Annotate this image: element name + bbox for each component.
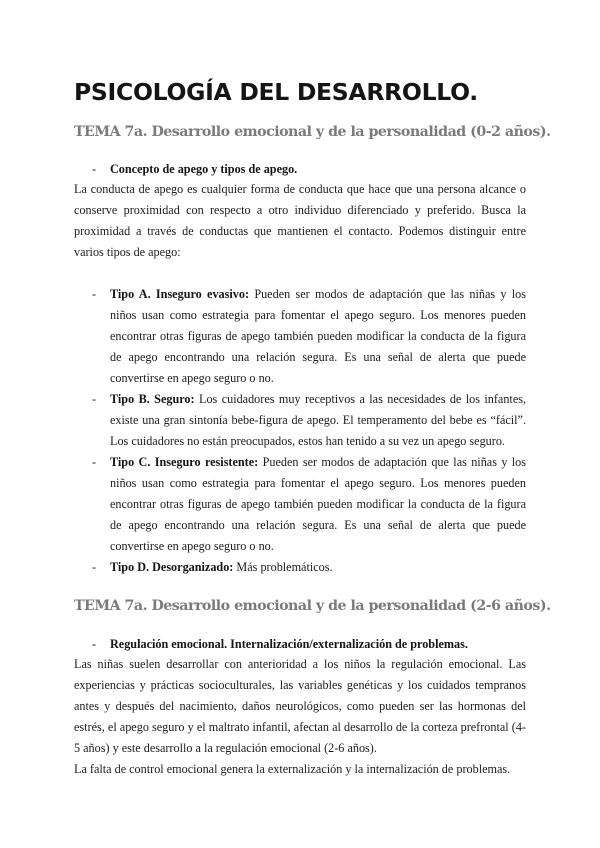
- bullet-dash: -: [92, 392, 97, 406]
- list-item: [92, 284, 526, 389]
- attachment-types-list: [92, 284, 526, 578]
- intro-paragraph: La conducta de apego es cualquier forma de conducta que hace que una persona alcance o conserve proximidad con respecto a otro individuo diferenciado y preferido. Busca la proximidad a través de conductas que mantienen el contacto. Podemos distinguir entre varios tipos de apego:: [74, 182, 526, 259]
- bullet-label: Tipo C. Inseguro resistente:: [110, 455, 259, 469]
- bullet-label: Tipo B. Seguro:: [110, 392, 195, 406]
- bullet-dash: -: [92, 560, 97, 574]
- bullet-text: Más problemáticos.: [236, 560, 333, 574]
- bullet-dash: -: [92, 637, 97, 651]
- list-item: [92, 389, 526, 452]
- list-item: [92, 557, 526, 578]
- regulation-paragraph: Las niñas suelen desarrollar con anterioridad a los niños la regulación emocional. Las experiencias y prácticas socioculturales, las variables genéticas y los cuidados tempranos antes y después del nacimiento, daños neurológicos, como pueden ser las hormonas del estrés, el apego seguro y el maltrato infantil, afectan al desarrollo de la corteza prefrontal (4-5 años) y este desarrollo a la regulación emocional (2-6 años).: [74, 657, 526, 755]
- bullet-text: Pueden ser modos de adaptación que las niñas y los niños usan como estrategia para fomentar el apego seguro. Los menores pueden encontrar otras figuras de apego también pueden modificar la conducta de la figura de apego encontrando una relación segura. Es una señal de alerta que puede convertirse en apego seguro o no.: [110, 455, 527, 553]
- closing-paragraph: La falta de control emocional genera la externalización y la internalización de problemas.: [74, 762, 511, 776]
- subheading-text: Concepto de apego y tipos de apego.: [110, 162, 298, 176]
- subheading-regulacion: [92, 637, 468, 652]
- bullet-label: Tipo A. Inseguro evasivo:: [110, 287, 250, 301]
- document-title: PSICOLOGÍA DEL DESARROLLO.: [74, 78, 478, 106]
- bullet-text: Pueden ser modos de adaptación que las niñas y los niños usan como estrategia para fomentar el apego seguro. Los menores pueden encontrar otras figuras de apego también pueden modificar la conducta de la figura de apego encontrando una relación segura. Es una señal de alerta que puede convertirse en apego seguro o no.: [110, 287, 526, 385]
- subheading-apego: [92, 162, 297, 177]
- list-item: [92, 452, 526, 557]
- bullet-text: Los cuidadores muy receptivos a las necesidades de los infantes, existe una gran sintonía bebe-figura de apego. El temperamento del bebe es “fácil”. Los cuidadores no están preocupados, estos han tenido a su vez un apego seguro.: [110, 392, 527, 448]
- section-heading-0-2: TEMA 7a. Desarrollo emocional y de la personalidad (0-2 años).: [74, 124, 551, 140]
- bullet-dash: -: [92, 287, 97, 301]
- bullet-label: Tipo D. Desorganizado:: [110, 560, 234, 574]
- bullet-dash: -: [92, 455, 97, 469]
- bullet-dash: -: [92, 162, 97, 176]
- subheading-text: Regulación emocional. Internalización/externalización de problemas.: [110, 637, 468, 651]
- section-heading-2-6: TEMA 7a. Desarrollo emocional y de la personalidad (2-6 años).: [74, 598, 551, 614]
